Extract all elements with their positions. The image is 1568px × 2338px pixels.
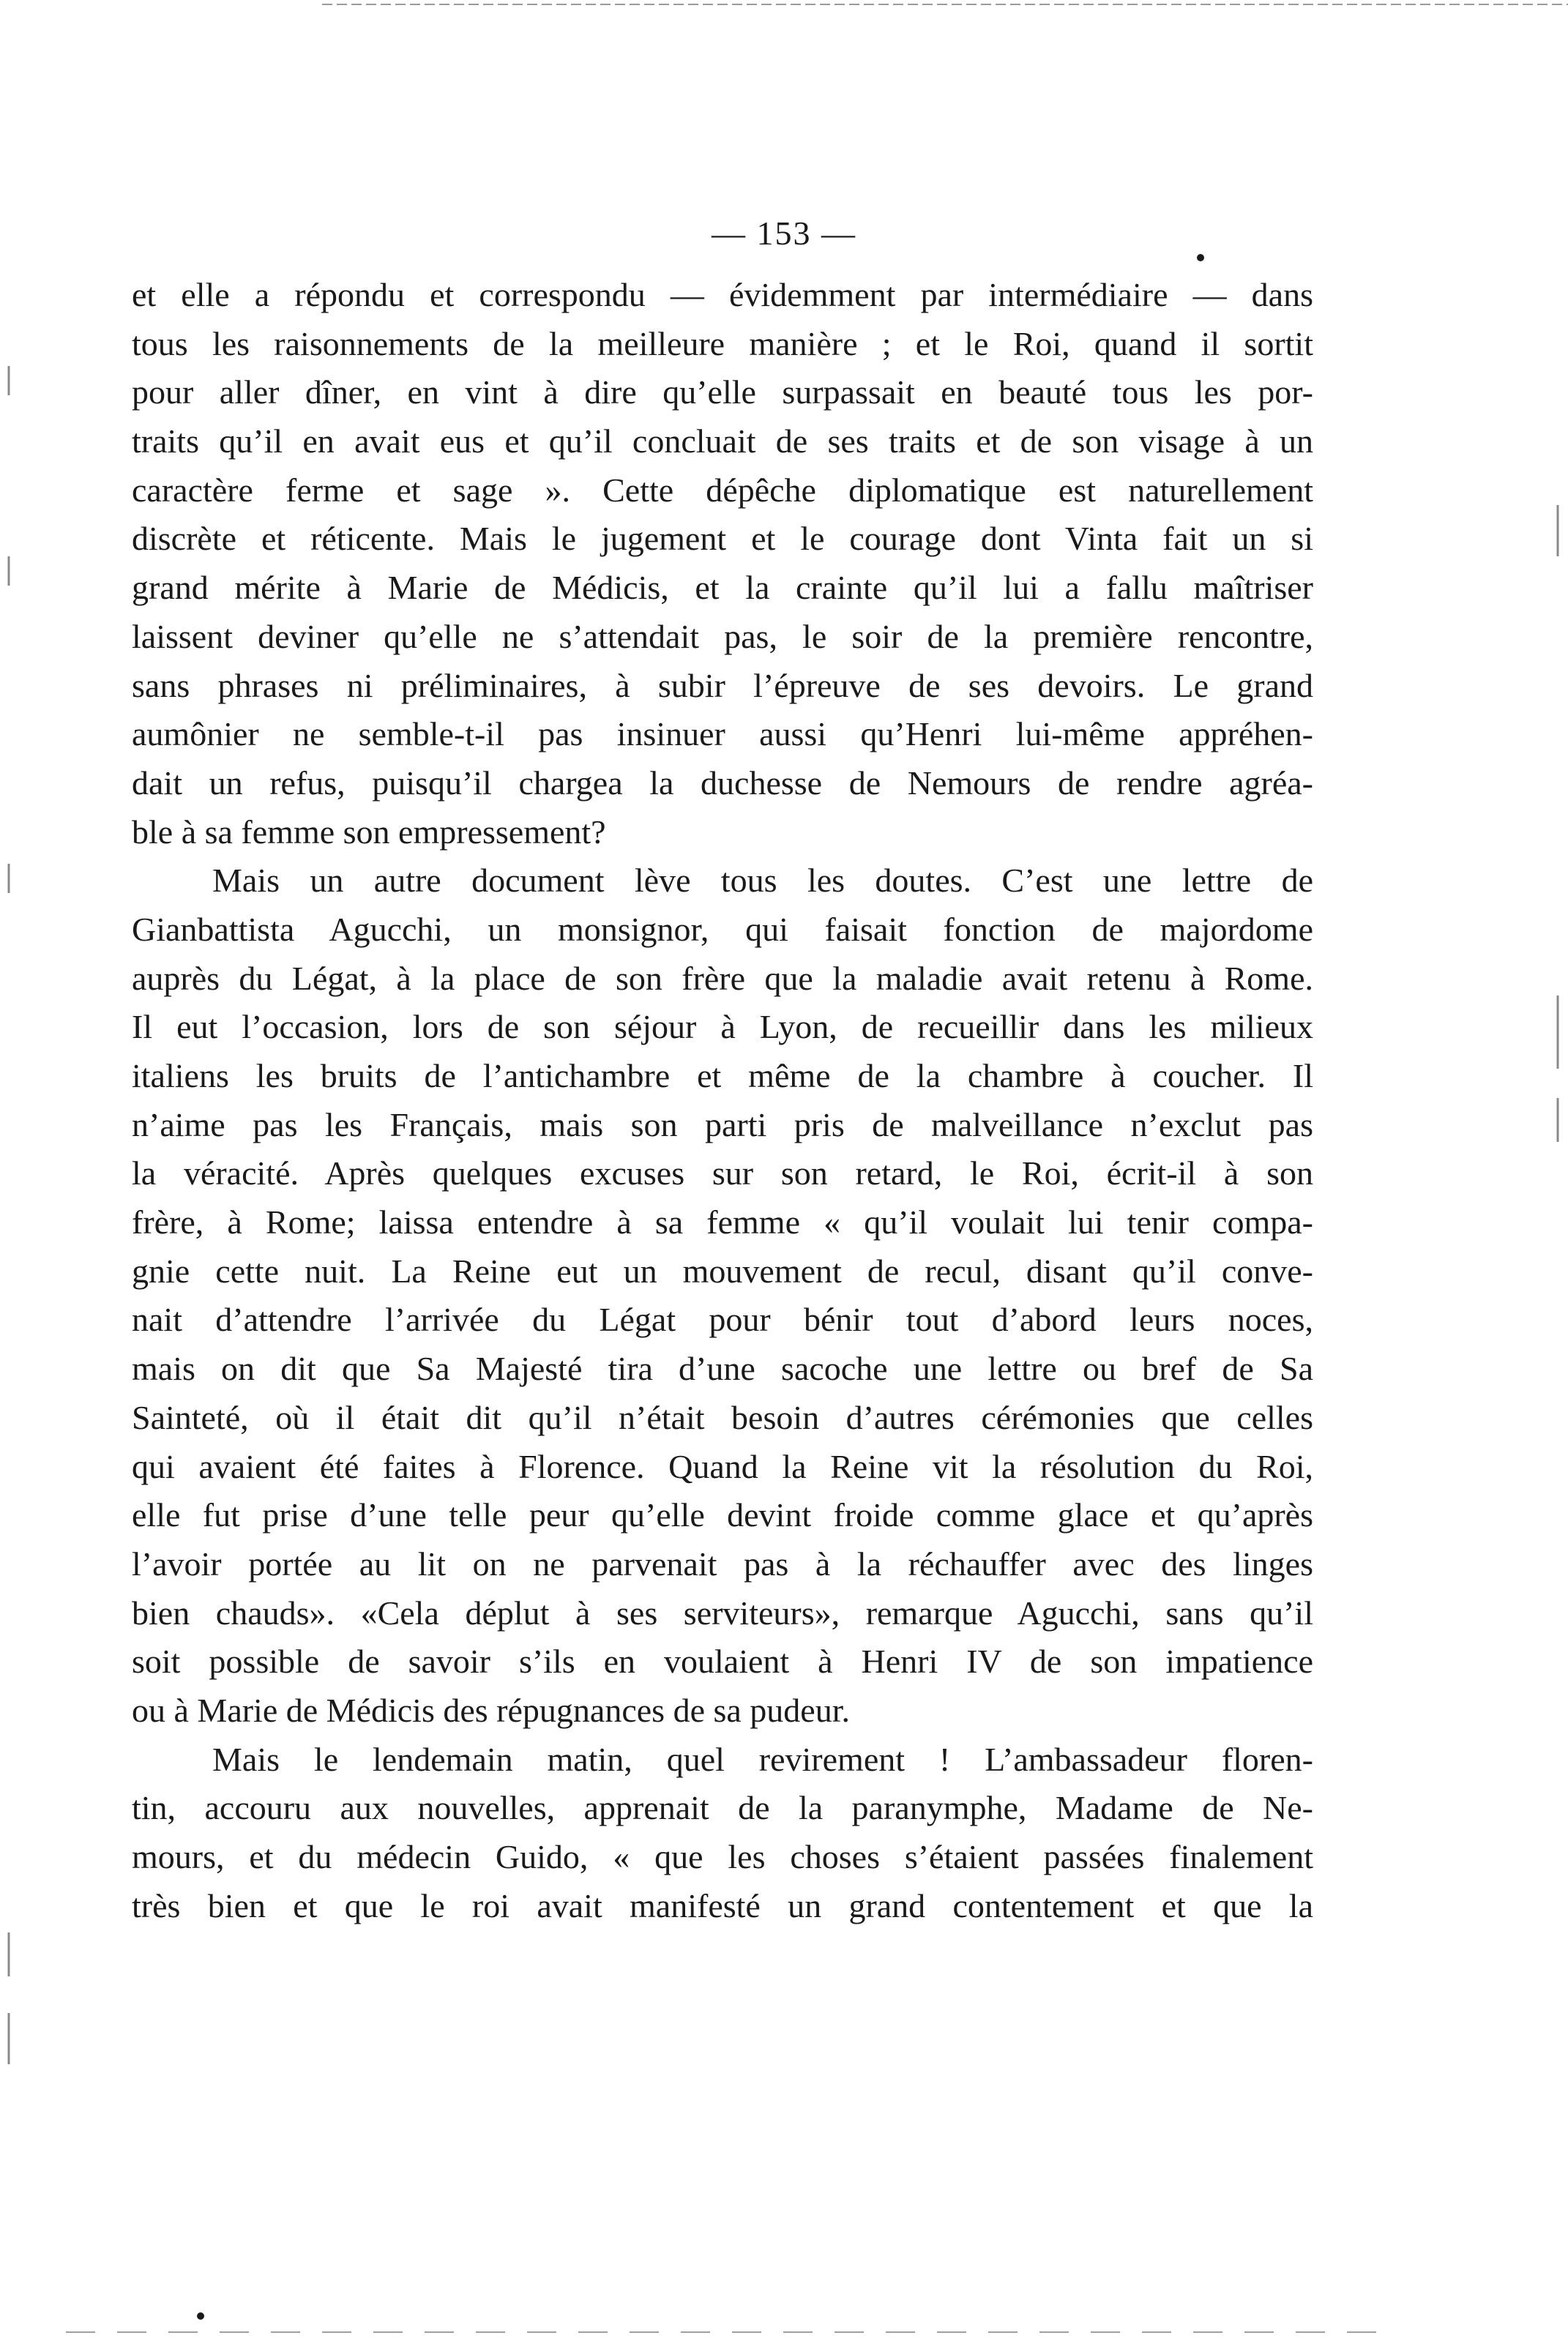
text-line: tin, accouru aux nouvelles, apprenait de la paranymphe, Madame de Ne- — [132, 1789, 1313, 1827]
text-line: ble à sa femme son empressement? — [132, 813, 606, 851]
paragraph-1 — [132, 271, 1313, 856]
text-line: Mais le lendemain matin, quel revirement ! L’ambassadeur floren- — [212, 1740, 1313, 1778]
text-line: très bien et que le roi avait manifesté un grand contentement et que la — [132, 1886, 1313, 1924]
text-line: Sainteté, où il était dit qu’il n’était besoin d’autres cérémonies que celles — [132, 1398, 1313, 1436]
paragraph-3 — [132, 1736, 1313, 1931]
page-number: — 153 — — [712, 214, 856, 252]
ink-speck — [197, 2312, 204, 2320]
body-text — [132, 271, 1313, 1930]
text-line: dait un refus, puisqu’il chargea la duchesse de Nemours de rendre agréa- — [132, 763, 1313, 802]
text-line: n’aime pas les Français, mais son parti pris de malveillance n’exclut pas — [132, 1105, 1313, 1143]
ink-speck — [1197, 254, 1204, 261]
text-line: mours, et du médecin Guido, « que les choses s’étaient passées finalement — [132, 1838, 1313, 1875]
text-line: et elle a répondu et correspondu — évidemment par intermédiaire — dans — [132, 276, 1313, 313]
text-line: Gianbattista Agucchi, un monsignor, qui faisait fonction de majordome — [132, 910, 1313, 948]
text-line: bien chauds». «Cela déplut à ses serviteurs», remarque Agucchi, sans qu’il — [132, 1594, 1313, 1632]
text-line: gnie cette nuit. La Reine eut un mouvement de recul, disant qu’il conve- — [132, 1252, 1313, 1290]
text-line: traits qu’il en avait eus et qu’il concluait de ses traits et de son visage à un — [132, 422, 1313, 460]
text-line: frère, à Rome; laissa entendre à sa femme « qu’il voulait lui tenir compa- — [132, 1203, 1313, 1241]
text-line: Il eut l’occasion, lors de son séjour à Lyon, de recueillir dans les milieux — [132, 1008, 1313, 1046]
paragraph-2 — [132, 856, 1313, 1735]
text-line: soit possible de savoir s’ils en voulaient à Henri IV de son impatience — [132, 1643, 1313, 1681]
text-line: elle fut prise d’une telle peur qu’elle devint froide comme glace et qu’après — [132, 1496, 1313, 1534]
text-line: ou à Marie de Médicis des répugnances de sa pudeur. — [132, 1691, 851, 1729]
text-line: italiens les bruits de l’antichambre et même de la chambre à coucher. Il — [132, 1057, 1313, 1094]
text-line: caractère ferme et sage ». Cette dépêche diplomatique est naturellement — [132, 471, 1313, 509]
text-line: nait d’attendre l’arrivée du Légat pour bénir tout d’abord leurs noces, — [132, 1301, 1313, 1339]
text-line: auprès du Légat, à la place de son frère que la maladie avait retenu à Rome. — [132, 959, 1313, 997]
text-line: discrète et réticente. Mais le jugement et le courage dont Vinta fait un si — [132, 520, 1313, 558]
text-line: tous les raisonnements de la meilleure manière ; et le Roi, quand il sortit — [132, 324, 1313, 362]
text-line: mais on dit que Sa Majesté tira d’une sacoche une lettre ou bref de Sa — [132, 1350, 1313, 1388]
text-line: la véracité. Après quelques excuses sur son retard, le Roi, écrit-il à son — [132, 1154, 1313, 1192]
text-line: pour aller dîner, en vint à dire qu’elle surpassait en beauté tous les por- — [132, 373, 1313, 411]
text-line: aumônier ne semble-t-il pas insinuer aussi qu’Henri lui-même appréhen- — [132, 715, 1313, 753]
text-line: qui avaient été faites à Florence. Quand la Reine vit la résolution du Roi, — [132, 1447, 1313, 1485]
text-line: laissent deviner qu’elle ne s’attendait pas, le soir de la première rencontre, — [132, 617, 1313, 655]
text-line: Mais un autre document lève tous les doutes. C’est une lettre de — [212, 862, 1313, 900]
text-line: sans phrases ni préliminaires, à subir l’épreuve de ses devoirs. Le grand — [132, 666, 1313, 704]
text-line: grand mérite à Marie de Médicis, et la crainte qu’il lui a fallu maîtriser — [132, 569, 1313, 607]
text-line: l’avoir portée au lit on ne parvenait pas à la réchauffer avec des linges — [132, 1545, 1313, 1583]
